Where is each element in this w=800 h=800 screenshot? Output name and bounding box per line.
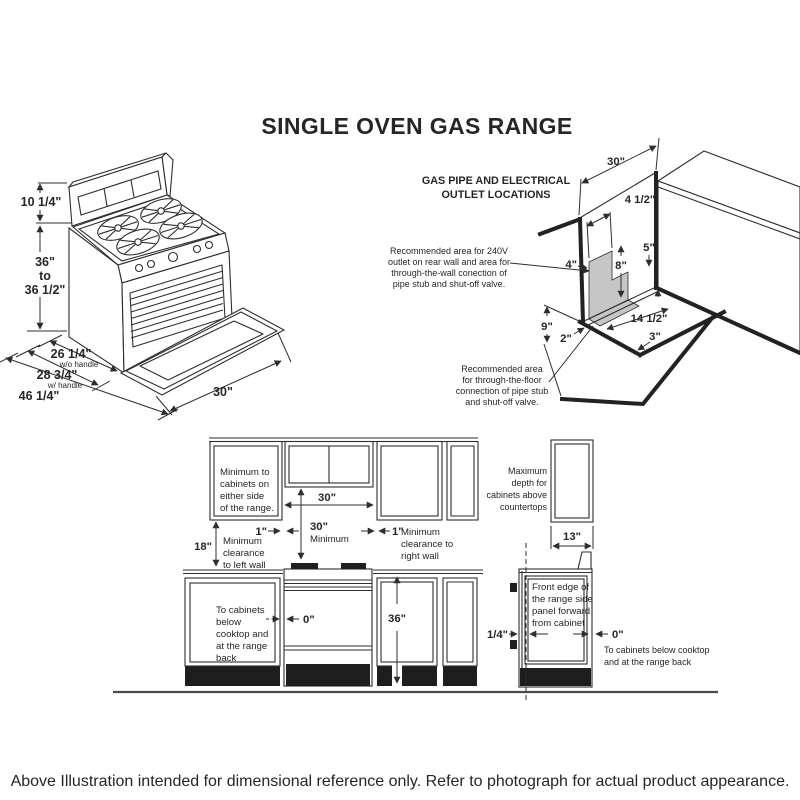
right-base-cabinet bbox=[377, 578, 437, 666]
control-knob bbox=[206, 242, 213, 249]
right-base-toe-kick bbox=[377, 666, 437, 686]
drawer-handle-profile bbox=[510, 640, 517, 649]
door-handle-profile bbox=[510, 583, 517, 592]
wall-note-leader bbox=[510, 263, 589, 271]
dim-gas-area-height: 8" bbox=[615, 260, 627, 272]
wall-outlet-note-line2: outlet on rear wall and area for bbox=[387, 257, 511, 267]
dim-opening-width: 30" bbox=[318, 492, 336, 504]
left-wall-note-line2: clearance bbox=[223, 548, 265, 559]
depth-note-line4: countertops bbox=[499, 502, 547, 512]
dim-back-clearance: 0" bbox=[612, 629, 624, 641]
dim-min-height: 30" bbox=[310, 521, 328, 533]
dim-left-clearance: 1" bbox=[255, 526, 267, 538]
front-edge-note-line1: Front edge of bbox=[532, 582, 590, 593]
dim-gas-floor-left: 2" bbox=[560, 333, 572, 345]
dim-height-max: 36 1/2" bbox=[24, 283, 66, 297]
control-knob bbox=[194, 246, 201, 253]
front-edge-note-line4: from cabinet bbox=[532, 618, 585, 629]
dim-zero-clearance: 0" bbox=[303, 614, 315, 626]
gas-diagram-heading-line1: GAS PIPE AND ELECTRICAL bbox=[421, 175, 571, 187]
side-cabinet-note-line1: Minimum to bbox=[220, 467, 270, 478]
depth-note-line3: cabinets above bbox=[486, 490, 547, 500]
back-note-line2: and at the range back bbox=[604, 657, 692, 667]
left-wall-note-line1: Minimum bbox=[223, 536, 262, 547]
dim-depth-handle: 28 3/4" bbox=[36, 368, 78, 382]
dim-min-height-word: Minimum bbox=[310, 534, 349, 545]
below-note-line4: at the range bbox=[216, 641, 268, 652]
dim-gas-floor-width: 3" bbox=[649, 331, 661, 343]
dim-depth-handle-note: w/ handle bbox=[47, 381, 83, 390]
side-profile-view bbox=[486, 440, 709, 701]
side-cabinet-note-line4: of the range. bbox=[220, 503, 274, 514]
front-elevation-view bbox=[183, 438, 483, 686]
far-right-base-cabinet bbox=[443, 578, 477, 666]
right-wall-note-line3: right wall bbox=[401, 551, 439, 562]
gas-outlet-diagram bbox=[388, 138, 800, 407]
floor-connection-note-line3: connection of pipe stub bbox=[455, 386, 549, 396]
below-note-line1: To cabinets bbox=[216, 605, 265, 616]
side-wall-cabinet bbox=[551, 440, 593, 522]
range-backguard bbox=[578, 552, 591, 569]
wall-outlet-note-line1: Recommended area for 240V bbox=[389, 246, 509, 256]
wall-outlet-note-line3: through-the-wall conection of bbox=[391, 268, 507, 278]
dim-right-clearance: 1" bbox=[392, 526, 404, 538]
floor-connection-note-line2: for through-the-floor bbox=[462, 375, 542, 385]
left-wall-note-line3: to left wall bbox=[223, 560, 266, 571]
dim-gas-right-gap: 5" bbox=[643, 242, 655, 254]
dim-depth-no-handle-note: w/o handle bbox=[59, 360, 99, 369]
dim-counter-height: 36" bbox=[388, 613, 406, 625]
right-wall-note-line2: clearance to bbox=[401, 539, 454, 550]
left-base-toe-kick bbox=[185, 666, 280, 686]
page-title: SINGLE OVEN GAS RANGE bbox=[261, 113, 573, 139]
wall-outlet-note-line4: pipe stub and shut-off valve. bbox=[392, 279, 506, 289]
footer-disclaimer: Above Illustration intended for dimensional reference only. Refer to photograph for actual product appearance. bbox=[10, 773, 790, 790]
dim-front-edge: 1/4" bbox=[486, 629, 508, 641]
depth-note-line2: depth for bbox=[511, 478, 547, 488]
depth-note-line1: Maximum bbox=[507, 466, 547, 476]
back-note-line1: To cabinets below cooktop bbox=[604, 645, 710, 655]
dim-gas-left-offset: 4" bbox=[565, 259, 577, 271]
front-edge-note-line2: the range side bbox=[532, 594, 593, 605]
floor-connection-note-line1: Recommended area bbox=[461, 364, 543, 374]
side-cabinet-note-line3: either side bbox=[220, 491, 265, 502]
far-right-base-toe-kick bbox=[443, 666, 477, 686]
control-knob bbox=[136, 265, 143, 272]
dim-range-width: 30" bbox=[213, 385, 233, 399]
dim-cabinet-depth: 13" bbox=[563, 531, 581, 543]
below-note-line5: back bbox=[216, 653, 237, 664]
dim-gas-left-height: 9" bbox=[541, 321, 553, 333]
dim-height-to: to bbox=[39, 269, 51, 283]
front-edge-note-line3: panel forward bbox=[532, 606, 591, 617]
far-right-wall-cabinet bbox=[447, 442, 478, 521]
control-knob bbox=[169, 253, 178, 262]
cooktop-burner-bar bbox=[291, 563, 318, 569]
range-side-toe-kick bbox=[520, 668, 591, 686]
dim-depth-total: 46 1/4" bbox=[18, 389, 60, 403]
dim-counter-to-cabinet: 18" bbox=[194, 541, 212, 553]
below-note-line3: cooktop and bbox=[216, 629, 269, 640]
dim-height-min: 36" bbox=[35, 255, 55, 269]
side-cabinet-note-line2: cabinets on bbox=[220, 479, 270, 490]
range-toe-kick bbox=[286, 664, 370, 686]
floor-connection-note-line4: and shut-off valve. bbox=[465, 397, 539, 407]
right-wall-cabinet bbox=[377, 442, 442, 521]
dim-gas-area-offset: 4 1/2" bbox=[624, 194, 656, 206]
control-knob bbox=[148, 261, 155, 268]
dim-gas-wall-width: 30" bbox=[607, 156, 625, 168]
iso-range-figure bbox=[0, 153, 291, 420]
cooktop-burner-bar bbox=[341, 563, 366, 569]
dim-backsplash-height: 10 1/4" bbox=[20, 195, 62, 209]
gas-diagram-heading-line2: OUTLET LOCATIONS bbox=[441, 189, 551, 201]
right-wall-note-line1: Minimum bbox=[401, 527, 440, 538]
dim-gas-floor-length: 14 1/2" bbox=[630, 313, 668, 325]
below-note-line2: below bbox=[216, 617, 242, 628]
dim-depth-no-handle: 26 1/4" bbox=[50, 347, 92, 361]
